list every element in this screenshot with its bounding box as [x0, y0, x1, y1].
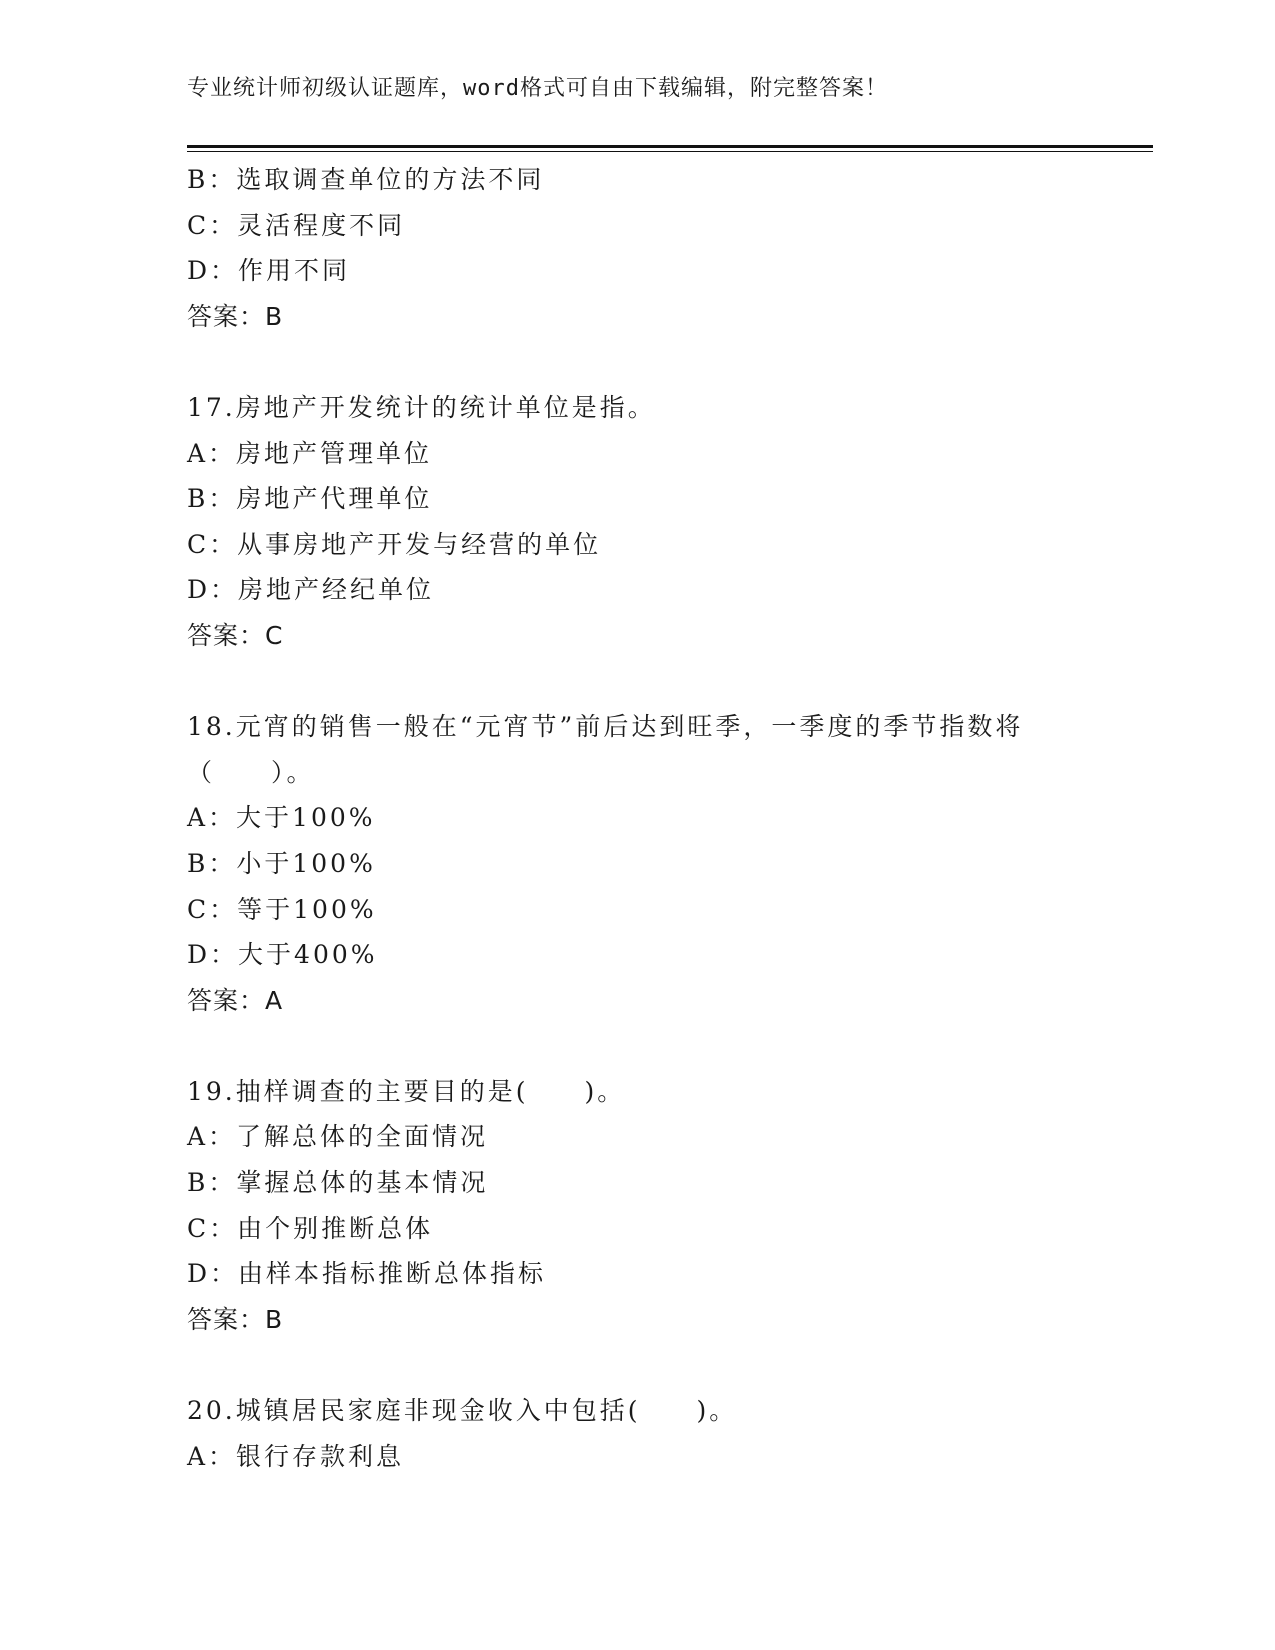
option-line: A：了解总体的全面情况: [187, 1122, 489, 1152]
page-header: 专业统计师初级认证题库，word格式可自由下载编辑，附完整答案！: [187, 76, 888, 101]
option-line: D：房地产经纪单位: [187, 575, 435, 605]
option-line: B：房地产代理单位: [187, 484, 433, 514]
option-line: B：选取调查单位的方法不同: [187, 165, 545, 194]
spacer: [187, 1342, 1087, 1388]
spacer: [187, 659, 1087, 705]
question-text: （ ）。: [187, 757, 315, 787]
answer-line: 答案：C: [187, 620, 284, 650]
option-line: D：由样本指标推断总体指标: [187, 1259, 547, 1289]
option-line: D：大于400%: [187, 940, 378, 970]
option-line: B：小于100%: [187, 848, 376, 878]
question-text: 19.抽样调查的主要目的是( )。: [187, 1076, 626, 1106]
option-line: A：房地产管理单位: [187, 438, 433, 468]
question-list: [187, 157, 1087, 1479]
option-line: C：等于100%: [187, 894, 377, 924]
option-line: B：掌握总体的基本情况: [187, 1168, 489, 1198]
option-line: C：灵活程度不同: [187, 210, 406, 240]
question-text: 18.元宵的销售一般在“元宵节”前后达到旺季，一季度的季节指数将: [187, 712, 1024, 742]
spacer: [187, 1023, 1087, 1069]
option-line: D：作用不同: [187, 256, 351, 286]
answer-line: 答案：A: [187, 985, 284, 1015]
spacer: [187, 339, 1087, 385]
header-rule-thick: [187, 145, 1153, 148]
answer-line: 答案：B: [187, 1304, 284, 1334]
question-text: 17.房地产开发统计的统计单位是指。: [187, 392, 656, 422]
option-line: A：大于100%: [187, 803, 376, 833]
option-line: A：银行存款利息: [187, 1441, 405, 1471]
option-line: C：从事房地产开发与经营的单位: [187, 529, 602, 559]
answer-line: 答案：B: [187, 301, 284, 331]
question-text: 20.城镇居民家庭非现金收入中包括( )。: [187, 1396, 738, 1426]
header-rule-thin: [187, 151, 1153, 152]
option-line: C：由个别推断总体: [187, 1213, 434, 1243]
